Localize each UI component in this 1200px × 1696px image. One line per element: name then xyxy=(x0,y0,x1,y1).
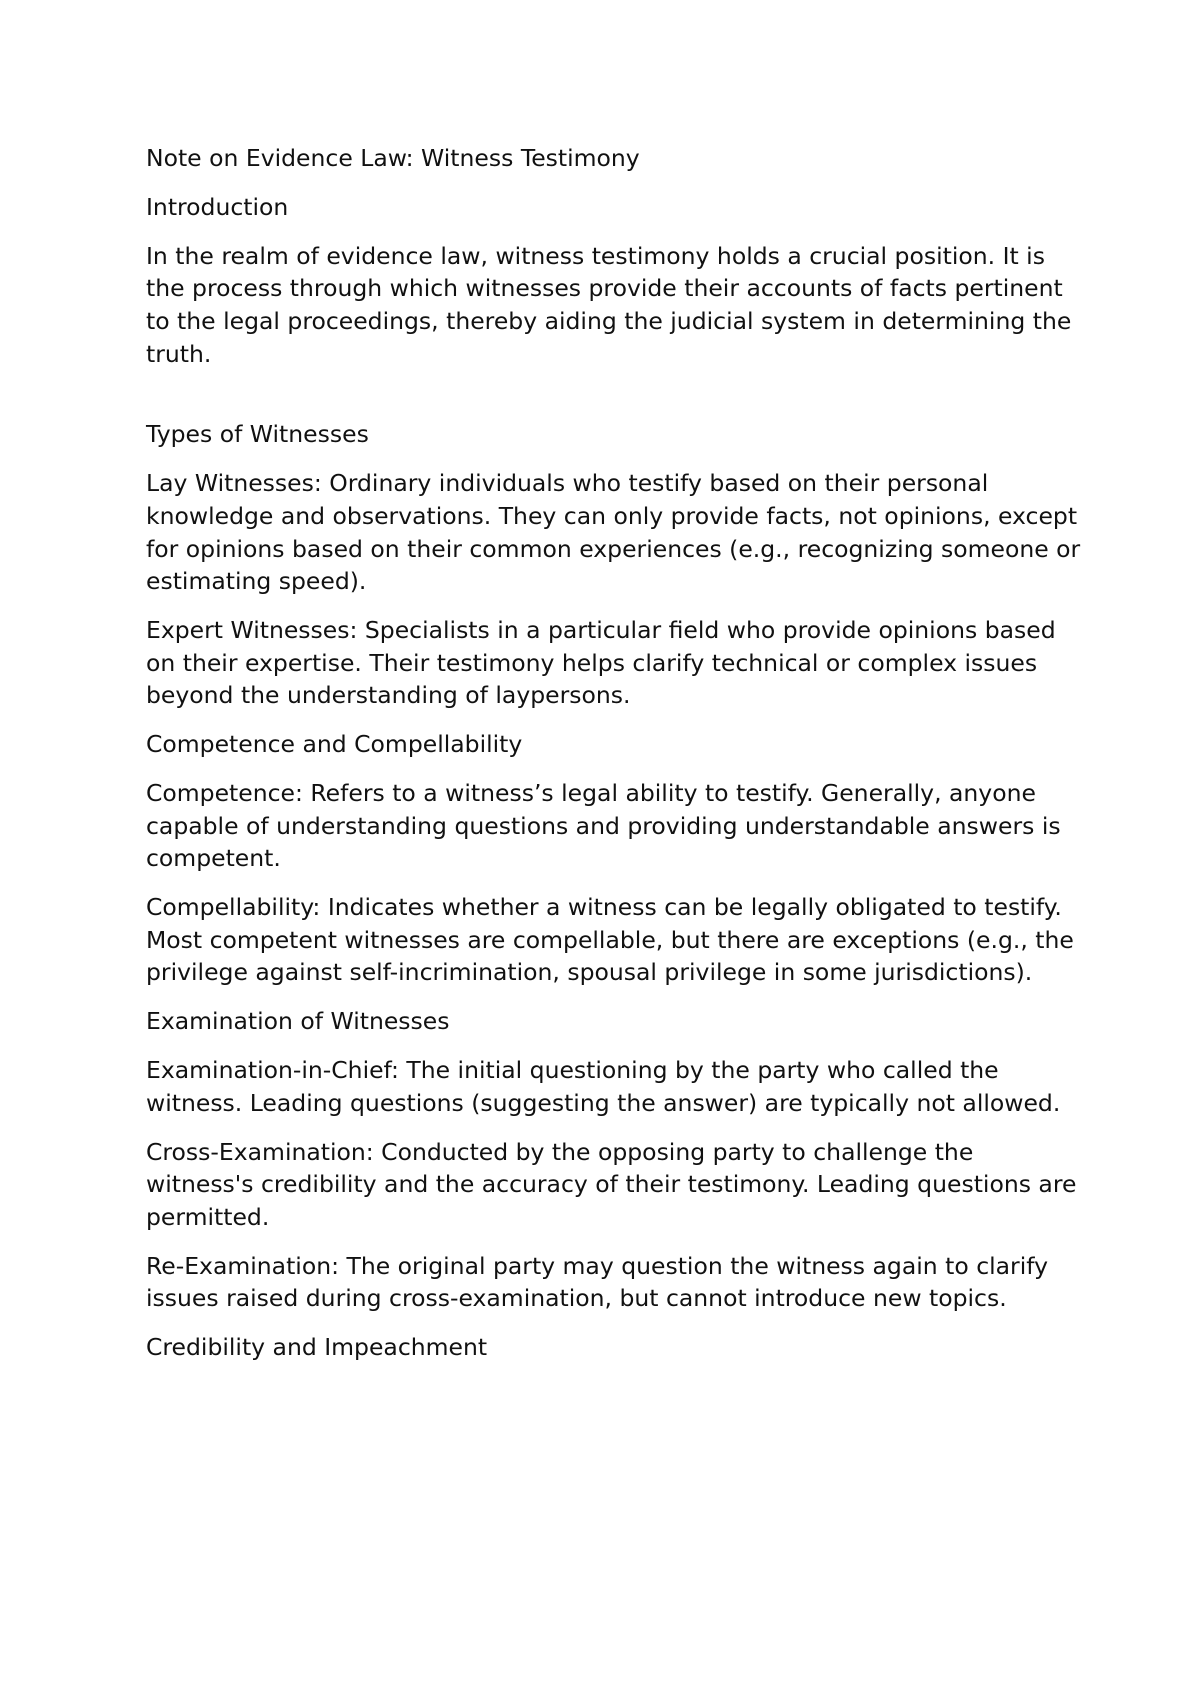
document-title: Note on Evidence Law: Witness Testimony xyxy=(146,144,640,172)
paragraph-examination-in-chief: Examination-in-Chief: The initial questioning by the party who called the witness. Leading questions (suggesting the answer) are typically not allowed. xyxy=(146,1056,1061,1117)
paragraph-expert-witnesses: Expert Witnesses: Specialists in a particular field who provide opinions based on their expertise. Their testimony helps clarify technical or complex issues beyond the understanding of laypersons. xyxy=(146,616,1056,710)
paragraph-cross-examination: Cross-Examination: Conducted by the opposing party to challenge the witness's credibility and the accuracy of their testimony. Leading questions are permitted. xyxy=(146,1137,1077,1231)
paragraph-re-examination: Re-Examination: The original party may question the witness again to clarify issues raised during cross-examination, but cannot introduce new topics. xyxy=(146,1251,1048,1313)
heading-introduction: Introduction xyxy=(146,192,289,221)
document-page xyxy=(146,142,1086,1380)
heading-competence-compellability: Competence and Compellability xyxy=(146,730,523,759)
paragraph-competence: Competence: Refers to a witness’s legal ability to testify. Generally, anyone capable of understanding questions and providing understandable answers is competent. xyxy=(146,778,1061,873)
paragraph-lay-witnesses: Lay Witnesses: Ordinary individuals who testify based on their personal knowledge and observations. They can only provide facts, not opinions, except for opinions based on their common experiences (e.g., recognizing someone or estimating speed). xyxy=(146,469,1081,596)
heading-credibility-impeachment: Credibility and Impeachment xyxy=(146,1333,488,1362)
paragraph-compellability: Compellability: Indicates whether a witness can be legally obligated to testify. Most competent witnesses are compellable, but there are exceptions (e.g., the privilege against self-incrimination, spousal privilege in some jurisdictions). xyxy=(146,893,1074,987)
blank-line xyxy=(146,386,1086,418)
heading-examination-of-witnesses: Examination of Witnesses xyxy=(146,1007,450,1036)
paragraph-introduction: In the realm of evidence law, witness testimony holds a crucial position. It is the process through which witnesses provide their accounts of facts pertinent to the legal proceedings, thereby aiding the judicial system in determining the truth. xyxy=(146,241,1072,368)
heading-types-of-witnesses: Types of Witnesses xyxy=(146,420,369,449)
